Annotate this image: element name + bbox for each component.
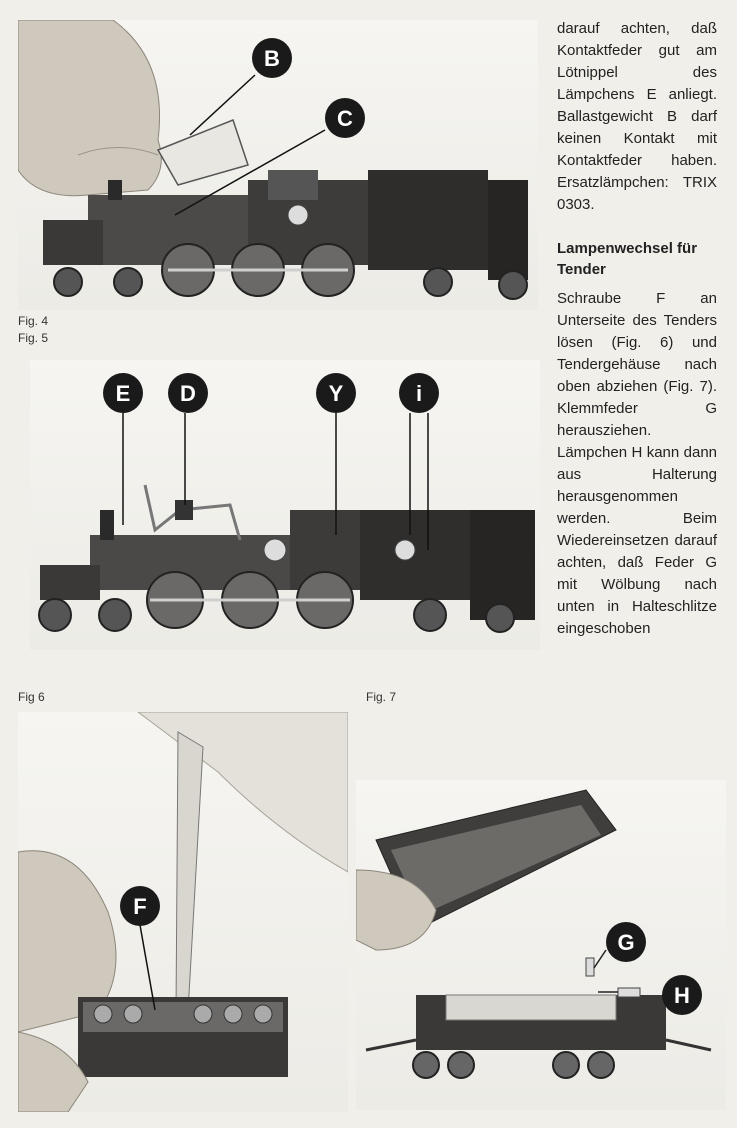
svg-text:B: B <box>264 46 280 71</box>
heading-tender-lamp: Lampenwechsel für Tender <box>557 240 698 278</box>
callout-c <box>325 98 365 138</box>
fig5-callouts <box>0 360 560 560</box>
callout-e <box>103 373 143 413</box>
callout-g <box>606 922 646 962</box>
paragraph-tender-lamp: Schraube F an Unterseite des Tenders lösen (Fig. 6) und Tendergehäuse nach oben abziehen (Fig. 7). Klemmfeder G herausziehen. Lämpchen H kann dann aus Halterung herausgenommen werden. Beim Wiedereinsetzen darauf achten, daß Feder G mit Wölbung nach unten in Halteschlitze eingeschoben <box>557 290 717 637</box>
svg-text:D: D <box>180 381 196 406</box>
svg-text:Y: Y <box>328 381 344 406</box>
callout-d <box>168 373 208 413</box>
svg-text:C: C <box>337 106 353 131</box>
callout-y <box>316 373 356 413</box>
instruction-text <box>557 18 717 640</box>
svg-text:G: G <box>617 930 635 955</box>
svg-text:H: H <box>674 983 690 1008</box>
callout-i <box>399 373 439 413</box>
callout-f <box>120 886 160 926</box>
callout-b <box>252 38 292 78</box>
svg-text:i: i <box>415 381 423 406</box>
callout-h <box>662 975 702 1015</box>
paragraph-bulb-contact: darauf achten, daß Kontaktfeder gut am Lötnippel des Lämpchens E anliegt. Ballastgewicht B darf keinen Kontakt mit Kontaktfeder haben. Ersatzlämpchen: TRIX 0303. <box>557 20 717 213</box>
fig6-label: Fig 6 <box>18 690 45 704</box>
svg-text:F: F <box>133 894 147 919</box>
fig4-callouts <box>0 0 560 320</box>
fig4-label: Fig. 4 <box>18 314 49 328</box>
fig67-callouts <box>0 880 737 1020</box>
fig5-label: Fig. 5 <box>18 331 49 345</box>
fig7-label: Fig. 7 <box>366 690 397 704</box>
svg-text:E: E <box>115 381 131 406</box>
